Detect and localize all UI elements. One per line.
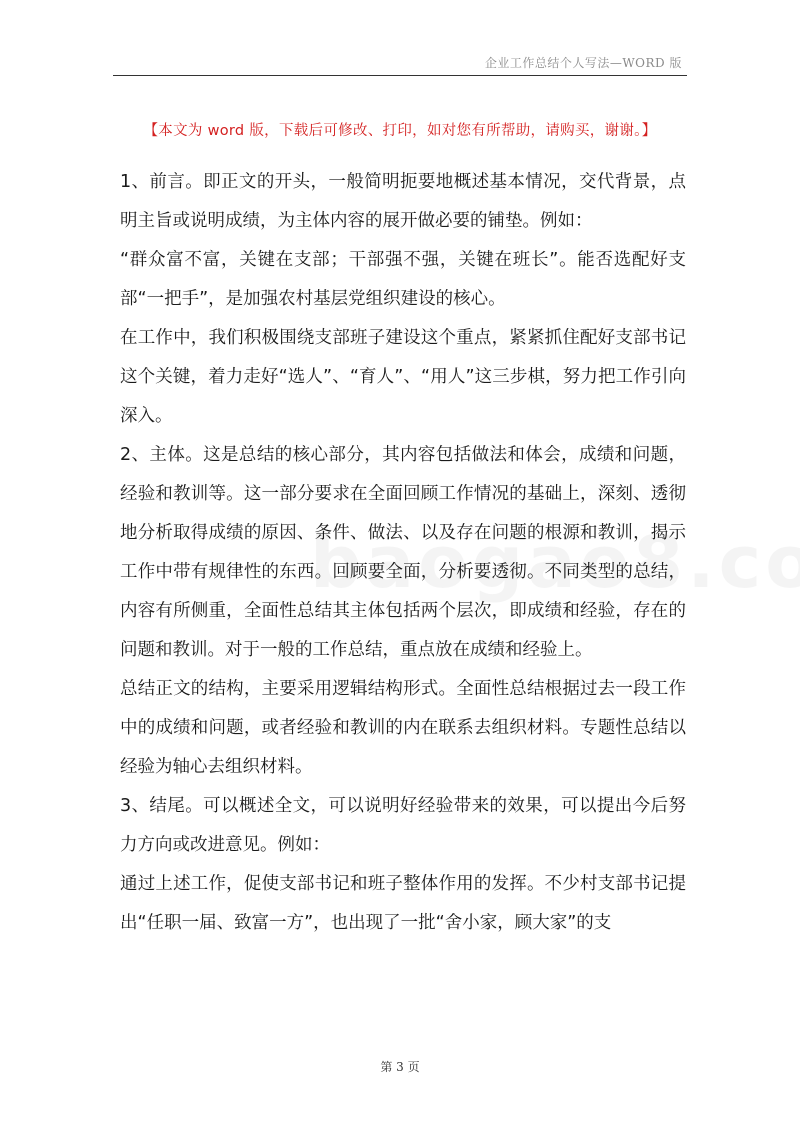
paragraph-example: 在工作中，我们积极围绕支部班子建设这个重点，紧紧抓住配好支部书记这个关键，着力走好“选人”、“育人”、“用人”这三步棋，努力把工作引向深入。: [120, 328, 686, 426]
paragraph-structure: 总结正文的结构，主要采用逻辑结构形式。全面性总结根据过去一段工作中的成绩和问题，或者经验和教训的内在联系去组织材料。专题性总结以经验为轴心去组织材料。: [120, 679, 686, 777]
paragraph-preface: 1、前言。即正文的开头，一般简明扼要地概述基本情况，交代背景，点明主旨或说明成绩，为主体内容的展开做必要的铺垫。例如：: [120, 172, 686, 231]
paragraph-conclusion: 3、结尾。可以概述全文，可以说明好经验带来的效果，可以提出今后努力方向或改进意见。例如：: [120, 796, 686, 855]
page-number: 第 3 页: [380, 1060, 420, 1074]
header-divider: [113, 75, 687, 76]
running-header: 企业工作总结个人写法—WORD 版: [484, 56, 682, 70]
purchase-notice: 【本文为 word 版，下载后可修改、打印，如对您有所帮助，请购买，谢谢。】: [143, 123, 657, 139]
paragraph-body: 2、主体。这是总结的核心部分，其内容包括做法和体会，成绩和问题，经验和教训等。这一部分要求在全面回顾工作情况的基础上，深刻、透彻地分析取得成绩的原因、条件、做法、以及存在问题的根源和教训，揭示工作中带有规律性的东西。回顾要全面，分析要透彻。不同类型的总结，内容有所侧重，全面性总结其主体包括两个层次，即成绩和经验，存在的问题和教训。对于一般的工作总结，重点放在成绩和经验上。: [120, 445, 686, 660]
paragraph-quote: “群众富不富，关键在支部；干部强不强，关键在班长”。能否选配好支部“一把手”，是加强农村基层党组织建设的核心。: [120, 250, 686, 309]
paragraph-result: 通过上述工作，促使支部书记和班子整体作用的发挥。不少村支部书记提出“任职一届、致富一方”，也出现了一批“舍小家，顾大家”的支: [120, 874, 686, 933]
document-body: [120, 163, 686, 943]
